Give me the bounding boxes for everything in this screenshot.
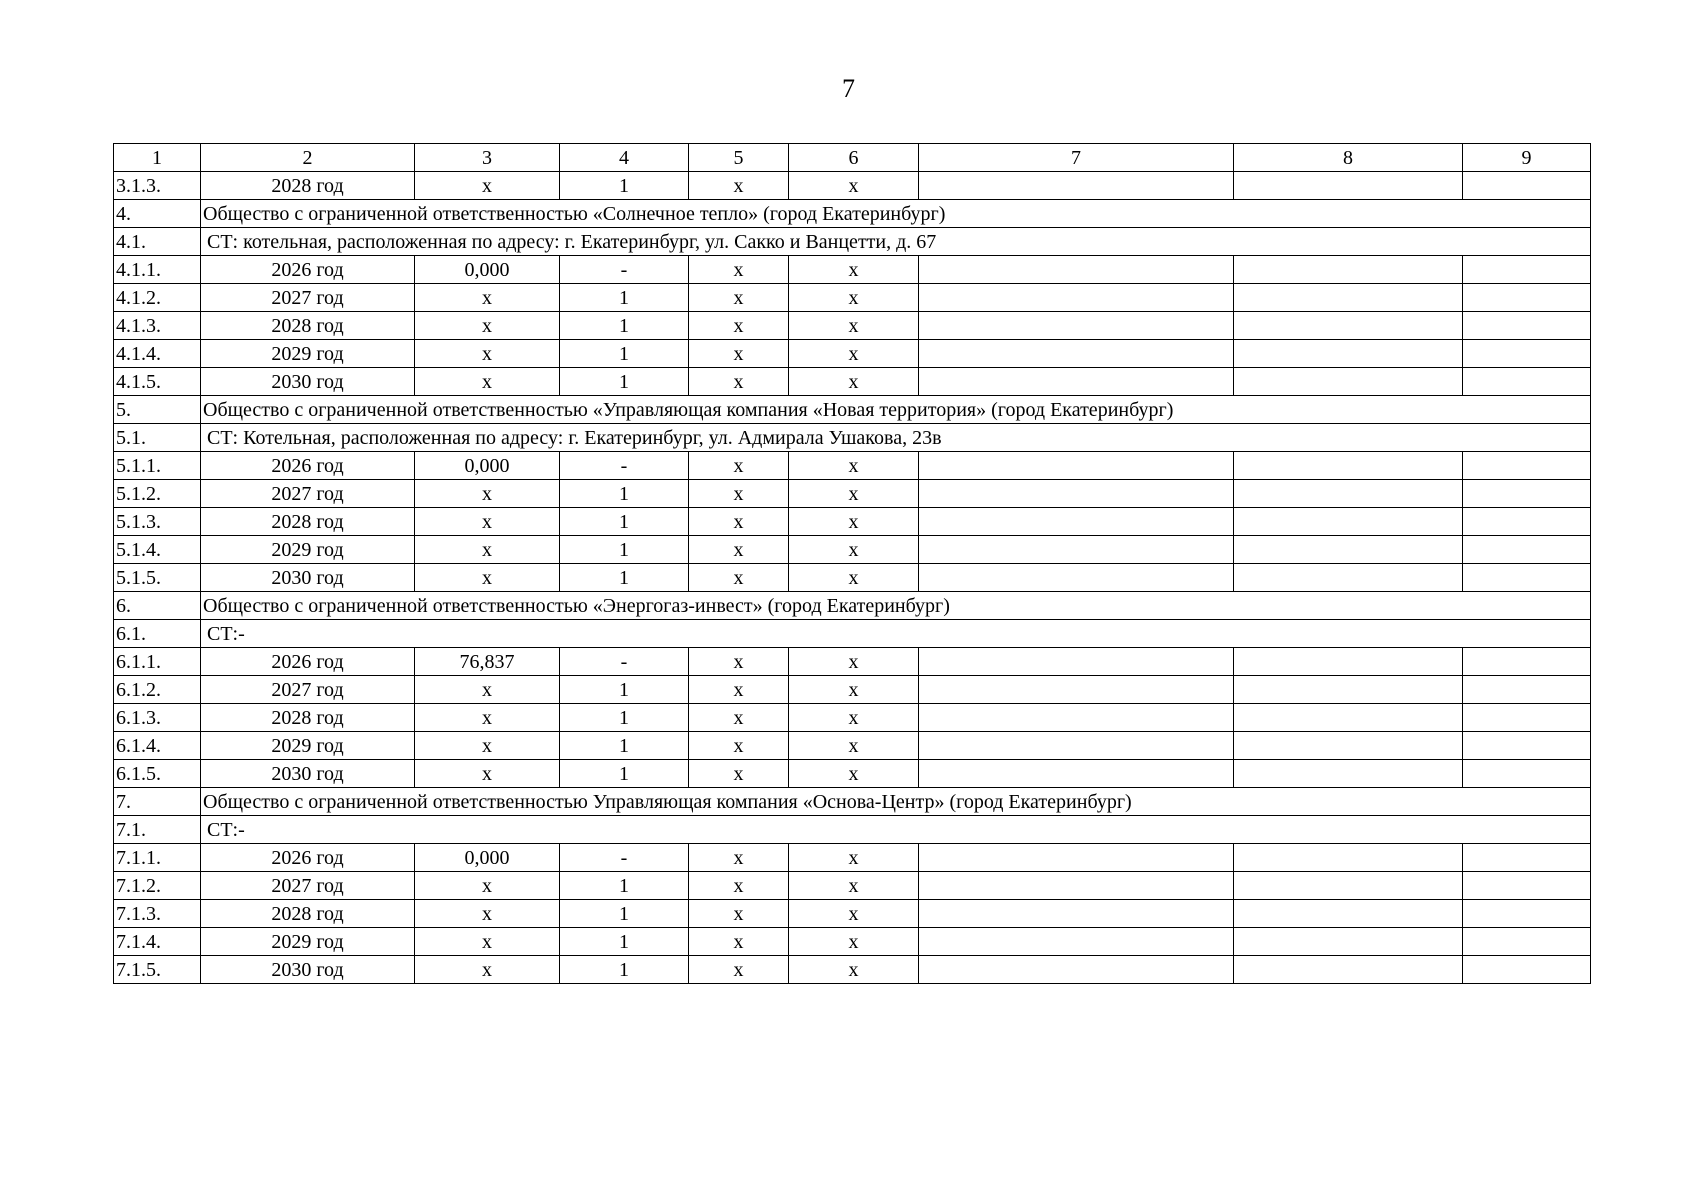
value-cell bbox=[1463, 368, 1591, 396]
value-cell bbox=[919, 676, 1234, 704]
table-row bbox=[114, 536, 1591, 564]
year-cell: 2028 год bbox=[201, 900, 415, 928]
value-cell bbox=[919, 648, 1234, 676]
value-cell: 1 bbox=[560, 284, 689, 312]
year-cell: 2030 год bbox=[201, 760, 415, 788]
value-cell bbox=[1234, 956, 1463, 984]
table-row bbox=[114, 480, 1591, 508]
row-number-cell: 5.1.3. bbox=[114, 508, 201, 536]
value-cell: х bbox=[415, 872, 560, 900]
value-cell: х bbox=[415, 284, 560, 312]
table-row bbox=[114, 732, 1591, 760]
value-cell: х bbox=[415, 900, 560, 928]
value-cell bbox=[919, 508, 1234, 536]
value-cell bbox=[1463, 928, 1591, 956]
value-cell: х bbox=[789, 480, 919, 508]
column-number-cell: 1 bbox=[114, 144, 201, 172]
value-cell bbox=[1463, 676, 1591, 704]
value-cell bbox=[1463, 340, 1591, 368]
value-cell: 1 bbox=[560, 172, 689, 200]
heat-source-description: СТ: котельная, расположенная по адресу: г. Екатеринбург, ул. Сакко и Ванцетти, д. 67 bbox=[201, 228, 1591, 256]
value-cell bbox=[919, 928, 1234, 956]
value-cell: х bbox=[789, 172, 919, 200]
value-cell: х bbox=[415, 704, 560, 732]
heat-source-description: СТ: Котельная, расположенная по адресу: г. Екатеринбург, ул. Адмирала Ушакова, 23в bbox=[201, 424, 1591, 452]
value-cell: 0,000 bbox=[415, 452, 560, 480]
value-cell bbox=[1234, 172, 1463, 200]
column-number-cell: 6 bbox=[789, 144, 919, 172]
value-cell bbox=[919, 256, 1234, 284]
value-cell: х bbox=[689, 284, 789, 312]
value-cell bbox=[919, 564, 1234, 592]
value-cell bbox=[919, 704, 1234, 732]
table-row bbox=[114, 564, 1591, 592]
value-cell bbox=[919, 284, 1234, 312]
value-cell bbox=[1234, 872, 1463, 900]
value-cell: - bbox=[560, 256, 689, 284]
table-row bbox=[114, 452, 1591, 480]
value-cell bbox=[1234, 284, 1463, 312]
table-row bbox=[114, 368, 1591, 396]
value-cell: х bbox=[789, 928, 919, 956]
value-cell: х bbox=[689, 872, 789, 900]
value-cell bbox=[919, 872, 1234, 900]
organization-name: Общество с ограниченной ответственностью «Энергогаз-инвест» (город Екатеринбург) bbox=[201, 592, 1591, 620]
value-cell bbox=[1234, 648, 1463, 676]
row-number-cell: 7.1.3. bbox=[114, 900, 201, 928]
value-cell bbox=[1234, 732, 1463, 760]
value-cell: х bbox=[789, 956, 919, 984]
value-cell bbox=[1463, 760, 1591, 788]
row-number-cell: 4.1.1. bbox=[114, 256, 201, 284]
value-cell: 1 bbox=[560, 760, 689, 788]
value-cell: х bbox=[689, 564, 789, 592]
value-cell bbox=[1234, 480, 1463, 508]
column-number-cell: 9 bbox=[1463, 144, 1591, 172]
value-cell: х bbox=[415, 956, 560, 984]
value-cell bbox=[919, 312, 1234, 340]
value-cell: - bbox=[560, 648, 689, 676]
value-cell: х bbox=[789, 564, 919, 592]
value-cell bbox=[1234, 256, 1463, 284]
value-cell: х bbox=[689, 844, 789, 872]
year-cell: 2029 год bbox=[201, 340, 415, 368]
value-cell: 1 bbox=[560, 312, 689, 340]
value-cell: х bbox=[415, 928, 560, 956]
value-cell bbox=[1234, 760, 1463, 788]
value-cell: х bbox=[789, 340, 919, 368]
value-cell: х bbox=[789, 704, 919, 732]
row-number-cell: 7. bbox=[114, 788, 201, 816]
value-cell: х bbox=[415, 508, 560, 536]
column-number-cell: 7 bbox=[919, 144, 1234, 172]
value-cell bbox=[919, 452, 1234, 480]
value-cell bbox=[1463, 844, 1591, 872]
table-row bbox=[114, 508, 1591, 536]
value-cell bbox=[1463, 536, 1591, 564]
column-number-cell: 8 bbox=[1234, 144, 1463, 172]
value-cell bbox=[1463, 648, 1591, 676]
column-number-cell: 5 bbox=[689, 144, 789, 172]
table-row bbox=[114, 956, 1591, 984]
value-cell: х bbox=[415, 172, 560, 200]
value-cell bbox=[919, 480, 1234, 508]
year-cell: 2030 год bbox=[201, 564, 415, 592]
year-cell: 2026 год bbox=[201, 452, 415, 480]
value-cell bbox=[1463, 508, 1591, 536]
value-cell bbox=[1463, 564, 1591, 592]
value-cell bbox=[919, 900, 1234, 928]
column-number-cell: 2 bbox=[201, 144, 415, 172]
value-cell: х bbox=[415, 536, 560, 564]
table-row bbox=[114, 900, 1591, 928]
value-cell bbox=[1463, 256, 1591, 284]
organization-name: Общество с ограниченной ответственностью «Управляющая компания «Новая территория» (город Екатеринбург) bbox=[201, 396, 1591, 424]
value-cell: 1 bbox=[560, 340, 689, 368]
organization-name: Общество с ограниченной ответственностью Управляющая компания «Основа-Центр» (город Екатеринбург) bbox=[201, 788, 1591, 816]
heat-source-row bbox=[114, 620, 1591, 648]
page-number: 7 bbox=[842, 74, 855, 103]
row-number-cell: 6.1.4. bbox=[114, 732, 201, 760]
year-cell: 2030 год bbox=[201, 956, 415, 984]
value-cell: х bbox=[689, 256, 789, 284]
value-cell: 0,000 bbox=[415, 844, 560, 872]
heat-source-row bbox=[114, 816, 1591, 844]
table-row bbox=[114, 928, 1591, 956]
value-cell: х bbox=[689, 732, 789, 760]
value-cell bbox=[919, 340, 1234, 368]
value-cell: х bbox=[789, 900, 919, 928]
organization-row bbox=[114, 788, 1591, 816]
table-body bbox=[114, 144, 1591, 984]
row-number-cell: 6.1. bbox=[114, 620, 201, 648]
value-cell: х bbox=[689, 312, 789, 340]
value-cell bbox=[1234, 676, 1463, 704]
value-cell: х bbox=[689, 480, 789, 508]
value-cell bbox=[1234, 340, 1463, 368]
value-cell bbox=[1234, 900, 1463, 928]
column-number-cell: 4 bbox=[560, 144, 689, 172]
row-number-cell: 5.1.2. bbox=[114, 480, 201, 508]
row-number-cell: 6.1.2. bbox=[114, 676, 201, 704]
table-row bbox=[114, 872, 1591, 900]
year-cell: 2026 год bbox=[201, 256, 415, 284]
row-number-cell: 7.1.2. bbox=[114, 872, 201, 900]
value-cell bbox=[1234, 928, 1463, 956]
value-cell: х bbox=[689, 452, 789, 480]
table-row bbox=[114, 340, 1591, 368]
value-cell bbox=[919, 368, 1234, 396]
value-cell bbox=[1234, 452, 1463, 480]
value-cell: х bbox=[689, 536, 789, 564]
value-cell bbox=[1234, 564, 1463, 592]
row-number-cell: 5.1.4. bbox=[114, 536, 201, 564]
row-number-cell: 7.1. bbox=[114, 816, 201, 844]
column-number-row bbox=[114, 144, 1591, 172]
heat-source-row bbox=[114, 424, 1591, 452]
row-number-cell: 5. bbox=[114, 396, 201, 424]
table-row bbox=[114, 172, 1591, 200]
year-cell: 2028 год bbox=[201, 172, 415, 200]
organization-name: Общество с ограниченной ответственностью «Солнечное тепло» (город Екатеринбург) bbox=[201, 200, 1591, 228]
value-cell: х bbox=[789, 312, 919, 340]
tariff-table bbox=[113, 143, 1591, 984]
table-row bbox=[114, 676, 1591, 704]
value-cell: 1 bbox=[560, 536, 689, 564]
value-cell bbox=[1234, 368, 1463, 396]
value-cell: х bbox=[415, 564, 560, 592]
value-cell: х bbox=[689, 368, 789, 396]
value-cell bbox=[919, 732, 1234, 760]
row-number-cell: 7.1.1. bbox=[114, 844, 201, 872]
value-cell: 1 bbox=[560, 368, 689, 396]
year-cell: 2030 год bbox=[201, 368, 415, 396]
value-cell bbox=[919, 956, 1234, 984]
value-cell: х bbox=[415, 480, 560, 508]
year-cell: 2027 год bbox=[201, 872, 415, 900]
year-cell: 2026 год bbox=[201, 648, 415, 676]
value-cell: х bbox=[789, 284, 919, 312]
value-cell bbox=[1234, 704, 1463, 732]
table-row bbox=[114, 284, 1591, 312]
value-cell bbox=[1463, 480, 1591, 508]
value-cell: 1 bbox=[560, 564, 689, 592]
value-cell: х bbox=[689, 760, 789, 788]
heat-source-description: СТ:- bbox=[201, 816, 1591, 844]
year-cell: 2027 год bbox=[201, 284, 415, 312]
value-cell: х bbox=[415, 340, 560, 368]
table-row bbox=[114, 312, 1591, 340]
row-number-cell: 7.1.5. bbox=[114, 956, 201, 984]
row-number-cell: 5.1.1. bbox=[114, 452, 201, 480]
value-cell: х bbox=[415, 732, 560, 760]
value-cell bbox=[919, 172, 1234, 200]
row-number-cell: 3.1.3. bbox=[114, 172, 201, 200]
row-number-cell: 4.1.5. bbox=[114, 368, 201, 396]
column-number-cell: 3 bbox=[415, 144, 560, 172]
value-cell: х bbox=[415, 676, 560, 704]
organization-row bbox=[114, 200, 1591, 228]
value-cell: х bbox=[689, 704, 789, 732]
value-cell bbox=[1463, 452, 1591, 480]
value-cell: х bbox=[789, 872, 919, 900]
value-cell: х bbox=[415, 760, 560, 788]
row-number-cell: 4. bbox=[114, 200, 201, 228]
value-cell: х bbox=[689, 676, 789, 704]
year-cell: 2028 год bbox=[201, 508, 415, 536]
heat-source-description: СТ:- bbox=[201, 620, 1591, 648]
value-cell bbox=[1463, 704, 1591, 732]
value-cell: х bbox=[789, 256, 919, 284]
value-cell: 1 bbox=[560, 704, 689, 732]
organization-row bbox=[114, 396, 1591, 424]
value-cell: х bbox=[789, 508, 919, 536]
value-cell bbox=[1463, 312, 1591, 340]
value-cell: - bbox=[560, 452, 689, 480]
value-cell: 1 bbox=[560, 928, 689, 956]
value-cell: х bbox=[689, 900, 789, 928]
value-cell: 1 bbox=[560, 508, 689, 536]
value-cell bbox=[1463, 172, 1591, 200]
row-number-cell: 4.1.3. bbox=[114, 312, 201, 340]
year-cell: 2029 год bbox=[201, 536, 415, 564]
value-cell: 1 bbox=[560, 900, 689, 928]
value-cell: х bbox=[689, 928, 789, 956]
value-cell: 1 bbox=[560, 872, 689, 900]
row-number-cell: 6. bbox=[114, 592, 201, 620]
value-cell: 1 bbox=[560, 480, 689, 508]
row-number-cell: 4.1.2. bbox=[114, 284, 201, 312]
value-cell bbox=[1234, 536, 1463, 564]
heat-source-row bbox=[114, 228, 1591, 256]
year-cell: 2027 год bbox=[201, 676, 415, 704]
value-cell: 1 bbox=[560, 956, 689, 984]
row-number-cell: 4.1. bbox=[114, 228, 201, 256]
table-row bbox=[114, 648, 1591, 676]
value-cell: х bbox=[789, 648, 919, 676]
value-cell bbox=[1463, 872, 1591, 900]
value-cell bbox=[1234, 508, 1463, 536]
value-cell: х bbox=[789, 452, 919, 480]
value-cell: х bbox=[689, 956, 789, 984]
value-cell: х bbox=[789, 536, 919, 564]
value-cell: х bbox=[789, 844, 919, 872]
value-cell bbox=[1234, 312, 1463, 340]
value-cell bbox=[919, 760, 1234, 788]
value-cell bbox=[919, 536, 1234, 564]
value-cell bbox=[1234, 844, 1463, 872]
row-number-cell: 5.1.5. bbox=[114, 564, 201, 592]
organization-row bbox=[114, 592, 1591, 620]
value-cell: х bbox=[789, 732, 919, 760]
value-cell: 0,000 bbox=[415, 256, 560, 284]
value-cell: х bbox=[689, 172, 789, 200]
value-cell: х bbox=[415, 312, 560, 340]
year-cell: 2028 год bbox=[201, 312, 415, 340]
value-cell: х bbox=[689, 648, 789, 676]
value-cell bbox=[1463, 956, 1591, 984]
row-number-cell: 6.1.5. bbox=[114, 760, 201, 788]
row-number-cell: 7.1.4. bbox=[114, 928, 201, 956]
table-row bbox=[114, 760, 1591, 788]
row-number-cell: 5.1. bbox=[114, 424, 201, 452]
value-cell: х bbox=[689, 508, 789, 536]
year-cell: 2028 год bbox=[201, 704, 415, 732]
value-cell: - bbox=[560, 844, 689, 872]
value-cell: 1 bbox=[560, 676, 689, 704]
table-row bbox=[114, 704, 1591, 732]
table-row bbox=[114, 844, 1591, 872]
row-number-cell: 4.1.4. bbox=[114, 340, 201, 368]
value-cell: х bbox=[415, 368, 560, 396]
value-cell: 1 bbox=[560, 732, 689, 760]
value-cell: х bbox=[789, 760, 919, 788]
table-row bbox=[114, 256, 1591, 284]
year-cell: 2029 год bbox=[201, 928, 415, 956]
value-cell bbox=[1463, 284, 1591, 312]
year-cell: 2029 год bbox=[201, 732, 415, 760]
value-cell bbox=[919, 844, 1234, 872]
value-cell bbox=[1463, 900, 1591, 928]
value-cell bbox=[1463, 732, 1591, 760]
value-cell: х bbox=[789, 368, 919, 396]
year-cell: 2026 год bbox=[201, 844, 415, 872]
year-cell: 2027 год bbox=[201, 480, 415, 508]
value-cell: х bbox=[689, 340, 789, 368]
row-number-cell: 6.1.1. bbox=[114, 648, 201, 676]
row-number-cell: 6.1.3. bbox=[114, 704, 201, 732]
value-cell: х bbox=[789, 676, 919, 704]
value-cell: 76,837 bbox=[415, 648, 560, 676]
